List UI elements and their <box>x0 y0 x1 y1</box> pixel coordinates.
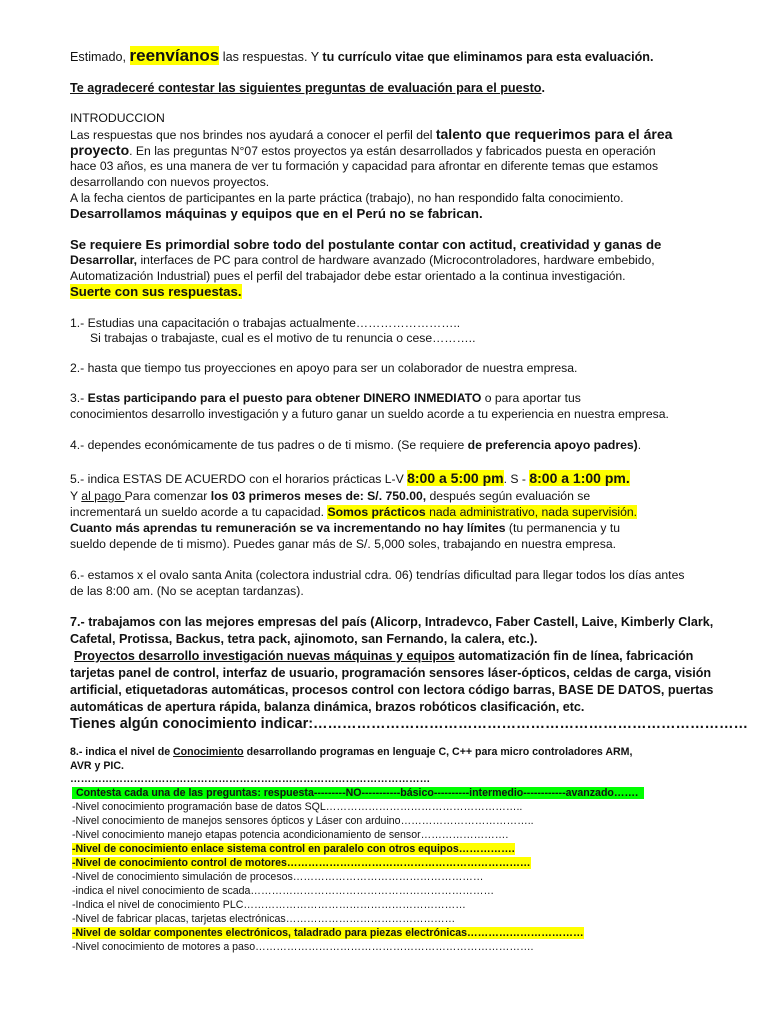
intro-heading: INTRODUCCION <box>70 111 165 125</box>
list-item: -Nivel conocimiento de manejos sensores ópticos y Láser con arduino……………………………….. <box>72 815 534 827</box>
req-line-2 <box>70 253 655 268</box>
intro-p1-text: Las respuestas que nos brindes nos ayudará a conocer el perfil del <box>70 128 436 142</box>
question-5-line-5: sueldo depende de ti mismo). Puedes ganar más de S/. 5,000 soles, trabajando en nuestra empresa. <box>70 537 617 551</box>
thanks-line <box>70 81 545 96</box>
list-item: -Nivel conocimiento manejo etapas potencia acondicionamiento de sensor……………………. <box>72 829 509 841</box>
intro-p3: hace 03 años, es una manera de ver tu formación y capacidad para afrontar en diferente temas que estamos <box>70 159 659 173</box>
req-line-1: Se requiere Es primordial sobre todo del postulante contar con actitud, creatividad y ganas de <box>70 237 662 252</box>
greeting-text: Estimado, <box>70 50 130 64</box>
req-line-2-text: interfaces de PC para control de hardware avanzado (Microcontroladores, hardware embebido, <box>137 253 655 267</box>
intro-p6: Desarrollamos máquinas y equipos que en el Perú no se fabrican. <box>70 206 483 221</box>
intro-p1 <box>70 127 672 143</box>
question-7-knowledge-prompt: Tienes algún conocimiento indicar:……………………………………………………………………………… <box>70 716 749 732</box>
question-7-line-2: Cafetal, Protissa, Backus, tetra pack, ajinomoto, san Fernando, la calera, etc.). <box>70 632 538 646</box>
list-item-text: -Nivel de conocimiento enlace sistema control en paralelo con otros equipos……………. <box>72 843 515 855</box>
question-5-line-2 <box>70 489 590 504</box>
question-5-line-4 <box>70 521 620 536</box>
question-5 <box>70 471 630 487</box>
projects-text: automatización fin de línea, fabricación <box>454 649 694 663</box>
question-5-line-3 <box>70 505 637 520</box>
thanks-text: Te agradeceré contestar las siguientes preguntas de evaluación para el puesto <box>70 81 542 95</box>
list-item-text: -Nivel de soldar componentes electrónicos, taladrado para piezas electrónicas…………………………… <box>72 927 584 939</box>
list-item: -Nivel conocimiento programación base de datos SQL……………………………………………….. <box>72 801 523 813</box>
list-item: -Indica el nivel de conocimiento PLC……………………………………………………… <box>72 899 466 911</box>
question-6: 6.- estamos x el ovalo santa Anita (colectora industrial cdra. 06) tendrías dificultad para llegar todos los días antes <box>70 568 685 582</box>
saturday-hours: 8:00 a 1:00 pm. <box>529 470 630 486</box>
q8-text-2: desarrollando programas en lenguaje C, C++ para micro controladores ARM, <box>243 746 633 758</box>
question-4-text: 4.- dependes económicamente de tus padres o de ti mismo. (Se requiere <box>70 438 468 452</box>
question-7-line-4: tarjetas panel de control, interfaz de usuario, programación sensores láser-ópticos, celdas de carga, visión <box>70 666 712 680</box>
question-7-line-5: artificial, etiquetadoras automáticas, procesos control con lectora código barras, BASE DE DATOS, puertas <box>70 683 714 697</box>
talent-text: talento que requerimos para el área <box>435 126 673 142</box>
intro-p4: desarrollando con nuevos proyectos. <box>70 175 270 189</box>
good-luck <box>70 284 242 299</box>
greeting-text-2: las respuestas. Y <box>219 50 323 64</box>
practical-highlight-2: nada administrativo, nada supervisión. <box>425 505 638 519</box>
list-item-highlighted <box>72 843 515 856</box>
question-4-end: . <box>637 438 642 452</box>
question-3-text: o para aportar tus <box>481 391 581 405</box>
practical-highlight: Somos prácticos <box>327 505 426 519</box>
list-item-highlighted <box>72 927 584 940</box>
question-8-dots: ………………………………………………………………………………………… <box>70 773 431 785</box>
question-1-sub: Si trabajas o trabajaste, cual es el motivo de tu renuncia o cese……….. <box>90 331 476 345</box>
question-3-bold: Estas participando para el puesto para obtener DINERO INMEDIATO <box>87 391 482 405</box>
intro-p2 <box>70 143 656 159</box>
question-6-line-2: de las 8:00 am. (No se aceptan tardanzas). <box>70 584 304 598</box>
q5-pay: al pago <box>81 489 125 503</box>
intro-p5: A la fecha cientos de participantes en la parte práctica (trabajo), no han respondido falta conocimiento. <box>70 191 624 205</box>
question-7: 7.- trabajamos con las mejores empresas del país (Alicorp, Intradevco, Faber Castell, Laive, Kimberly Clark, <box>70 615 714 629</box>
q5-permanence: (tu permanencia y tu <box>505 521 620 535</box>
projects-title: Proyectos desarrollo investigación nuevas máquinas y equipos <box>74 649 455 663</box>
list-item: -indica el nivel conocimiento de scada…………………………………………………………… <box>72 885 495 897</box>
question-7-line-6: automáticas de apertura rápida, balanza dinámica, brazos robóticos clasificación, etc. <box>70 700 585 714</box>
list-item-text: -Nivel de conocimiento control de motores…………………………………………………………… <box>72 857 531 869</box>
question-1: 1.- Estudias una capacitación o trabajas actualmente…………………….. <box>70 316 461 330</box>
question-3 <box>70 391 581 406</box>
cv-request: tu currículo vitae que eliminamos para esta evaluación. <box>322 50 654 64</box>
q5-y: Y <box>70 489 82 503</box>
list-item: -Nivel de fabricar placas, tarjetas electrónicas………………………………………… <box>72 913 456 925</box>
resend-highlight: reenvíanos <box>129 46 220 65</box>
question-7-line-3 <box>74 649 693 664</box>
greeting-line <box>70 48 653 65</box>
q8-knowledge: Conocimiento <box>173 746 244 758</box>
good-luck-text: Suerte con sus respuestas. <box>70 284 242 299</box>
list-item-highlighted <box>72 857 531 870</box>
q5-after: después según evaluación se <box>426 489 591 503</box>
question-2: 2.- hasta que tiempo tus proyecciones en apoyo para ser un colaborador de nuestra empresa. <box>70 361 578 375</box>
thanks-period: . <box>541 81 546 95</box>
question-3-num: 3.- <box>70 391 88 405</box>
question-5-sep: . S - <box>503 472 530 486</box>
q5-start: Para comenzar <box>124 489 211 503</box>
intro-p2-text: . En las preguntas N°07 estos proyectos ya están desarrollados y fabricados puesta en operación <box>129 144 656 158</box>
question-3-line-2: conocimientos desarrollo investigación y a futuro ganar un sueldo acorde a tu experiencia en nuestra empresa. <box>70 407 669 421</box>
question-5-text: 5.- indica ESTAS DE ACUERDO con el horarios prácticas L-V <box>70 472 408 486</box>
question-8 <box>70 746 632 759</box>
list-item: -Nivel de conocimiento simulación de procesos……………………………………………… <box>72 871 484 883</box>
q5-salary: los 03 primeros meses de: S/. 750.00, <box>210 489 427 503</box>
q5-learn-more: Cuanto más aprendas tu remuneración se va incrementando no hay límites <box>70 521 506 535</box>
list-item: -Nivel conocimiento de motores a paso……………………………………………………………………. <box>72 941 534 953</box>
q5-increase: incrementará un sueldo acorde a tu capacidad. <box>70 505 328 519</box>
weekday-hours: 8:00 a 5:00 pm <box>407 470 504 486</box>
q8-text: 8.- indica el nivel de <box>70 746 174 758</box>
question-8-line-2: AVR y PIC. <box>70 760 124 772</box>
project-text: proyecto <box>70 142 130 158</box>
question-4-bold: de preferencia apoyo padres) <box>467 438 638 452</box>
req-line-3: Automatización Industrial) pues el perfil del trabajador debe estar orientado a la continua investigación. <box>70 269 626 283</box>
answer-scale-header <box>72 787 644 800</box>
question-4 <box>70 438 641 453</box>
develop-text: Desarrollar, <box>70 253 138 267</box>
answer-scale-text: Contesta cada una de las preguntas: respuesta---------NO-----------básico----------intermedio------------avanzado……. <box>72 787 644 799</box>
